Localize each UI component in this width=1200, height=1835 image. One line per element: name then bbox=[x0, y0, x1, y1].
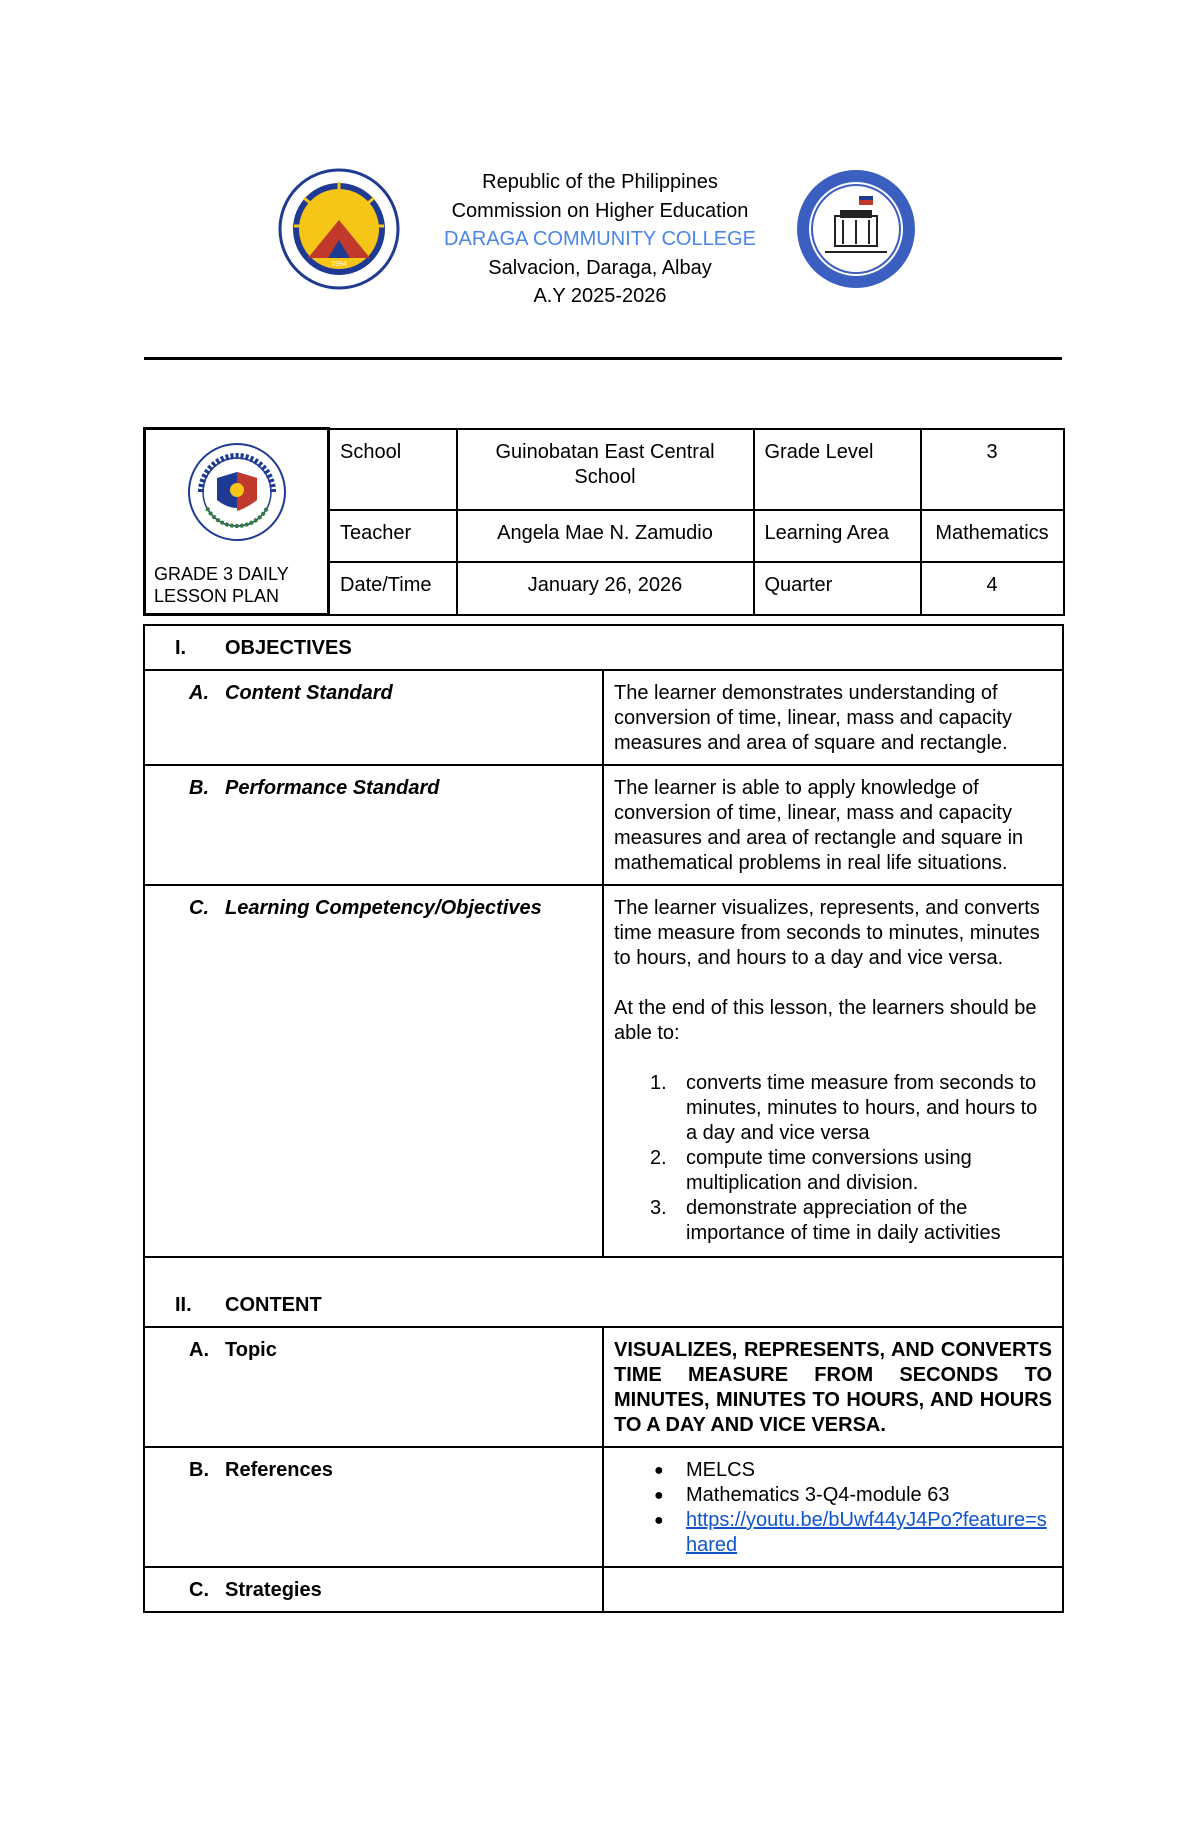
strategies-number: C. bbox=[189, 1579, 209, 1601]
references-label-cell bbox=[144, 1447, 603, 1567]
list-item-text: converts time measure from seconds to minutes, minutes to hours, and hours to a day and vice versa bbox=[686, 1072, 1038, 1144]
header-line-commission: Commission on Higher Education bbox=[451, 199, 749, 222]
content-standard-label-cell bbox=[144, 670, 603, 765]
ched-seal-year: 1994 bbox=[331, 261, 347, 268]
header-text-block bbox=[400, 168, 800, 311]
ched-seal-icon bbox=[278, 168, 400, 290]
list-item-text: compute time conversions using multiplication and division. bbox=[686, 1147, 972, 1194]
lesson-info-table bbox=[143, 427, 1065, 616]
header-divider-line bbox=[144, 357, 1062, 360]
list-item-number: 3. bbox=[650, 1197, 667, 1219]
references-label: References bbox=[225, 1459, 333, 1481]
date-time-value: January 26, 2026 bbox=[457, 562, 754, 614]
header-line-republic: Republic of the Philippines bbox=[482, 171, 718, 193]
lesson-plan-title-cell bbox=[145, 429, 329, 615]
objectives-section-header bbox=[144, 625, 1063, 670]
performance-standard-number: B. bbox=[189, 777, 209, 799]
daraga-community-college-seal-icon bbox=[795, 168, 917, 290]
competency-text: The learner visualizes, represents, and converts time measure from seconds to minutes, minutes to hours, and hours to a day and vice versa. bbox=[614, 897, 1040, 969]
objectives-list bbox=[614, 1071, 1052, 1246]
list-item bbox=[614, 1483, 1052, 1508]
competency-intro: At the end of this lesson, the learners should be able to: bbox=[614, 997, 1037, 1044]
lesson-plan-table bbox=[143, 624, 1064, 1613]
content-standard-number: A. bbox=[189, 682, 209, 704]
objectives-number: I. bbox=[175, 637, 187, 659]
topic-label-cell bbox=[144, 1327, 603, 1447]
grade-level-label: Grade Level bbox=[754, 429, 921, 510]
bullet-icon: ● bbox=[654, 1487, 664, 1504]
references-number: B. bbox=[189, 1459, 209, 1481]
header-address: Salvacion, Daraga, Albay bbox=[488, 256, 712, 279]
competency-cell bbox=[603, 885, 1063, 1257]
quarter-label: Quarter bbox=[754, 562, 921, 614]
reference-text: MELCS bbox=[686, 1459, 755, 1481]
school-label: School bbox=[329, 429, 457, 510]
list-item-number: 2. bbox=[650, 1147, 667, 1169]
topic-number: A. bbox=[189, 1339, 209, 1361]
topic-label: Topic bbox=[225, 1339, 277, 1361]
bullet-icon: ● bbox=[654, 1462, 664, 1479]
content-section-header bbox=[144, 1257, 1063, 1327]
list-item bbox=[614, 1508, 1052, 1558]
content-standard-label: Content Standard bbox=[225, 682, 393, 704]
list-item bbox=[614, 1458, 1052, 1483]
date-time-label: Date/Time bbox=[329, 562, 457, 614]
content-title: CONTENT bbox=[225, 1294, 322, 1316]
lesson-plan-title: GRADE 3 DAILY LESSON PLAN bbox=[154, 564, 289, 606]
list-item bbox=[614, 1071, 1052, 1146]
references-list bbox=[614, 1458, 1052, 1558]
teacher-value: Angela Mae N. Zamudio bbox=[457, 510, 754, 562]
strategies-label: Strategies bbox=[225, 1579, 322, 1601]
reference-link[interactable]: https://youtu.be/bUwf44yJ4Po?feature=shared bbox=[686, 1509, 1047, 1556]
references-cell bbox=[603, 1447, 1063, 1567]
grade-level-value: 3 bbox=[921, 429, 1064, 510]
performance-standard-label: Performance Standard bbox=[225, 777, 440, 799]
school-value: Guinobatan East Central School bbox=[457, 429, 754, 510]
performance-standard-text: The learner is able to apply knowledge of conversion of time, linear, mass and capacity measures and area of rectangle and square in mathematical problems in real life situations. bbox=[603, 765, 1063, 885]
strategies-value-cell bbox=[603, 1567, 1063, 1612]
list-item-number: 1. bbox=[650, 1072, 667, 1094]
content-number: II. bbox=[175, 1294, 192, 1316]
quarter-value: 4 bbox=[921, 562, 1064, 614]
performance-standard-label-cell bbox=[144, 765, 603, 885]
objectives-title: OBJECTIVES bbox=[225, 637, 352, 659]
header-academic-year: A.Y 2025-2026 bbox=[533, 285, 667, 307]
competency-label: Learning Competency/Objectives bbox=[225, 897, 542, 919]
document-header bbox=[0, 168, 1200, 318]
list-item-text: demonstrate appreciation of the importance of time in daily activities bbox=[686, 1197, 1001, 1244]
topic-text: VISUALIZES, REPRESENTS, AND CONVERTS TIME MEASURE FROM SECONDS TO MINUTES, MINUTES TO HOURS, AND HOURS TO A DAY AND VICE VERSA. bbox=[603, 1327, 1063, 1447]
competency-number: C. bbox=[189, 897, 209, 919]
learning-area-value: Mathematics bbox=[921, 510, 1064, 562]
competency-label-cell bbox=[144, 885, 603, 1257]
learning-area-label: Learning Area bbox=[754, 510, 921, 562]
strategies-label-cell bbox=[144, 1567, 603, 1612]
teacher-label: Teacher bbox=[329, 510, 457, 562]
content-standard-text: The learner demonstrates understanding of conversion of time, linear, mass and capacity measures and area of square and rectangle. bbox=[603, 670, 1063, 765]
list-item bbox=[614, 1196, 1052, 1246]
bullet-icon: ● bbox=[654, 1512, 664, 1529]
reference-text: Mathematics 3-Q4-module 63 bbox=[686, 1484, 950, 1506]
header-college-name: DARAGA COMMUNITY COLLEGE bbox=[444, 228, 756, 250]
deped-seal-icon bbox=[154, 442, 319, 549]
list-item bbox=[614, 1146, 1052, 1196]
